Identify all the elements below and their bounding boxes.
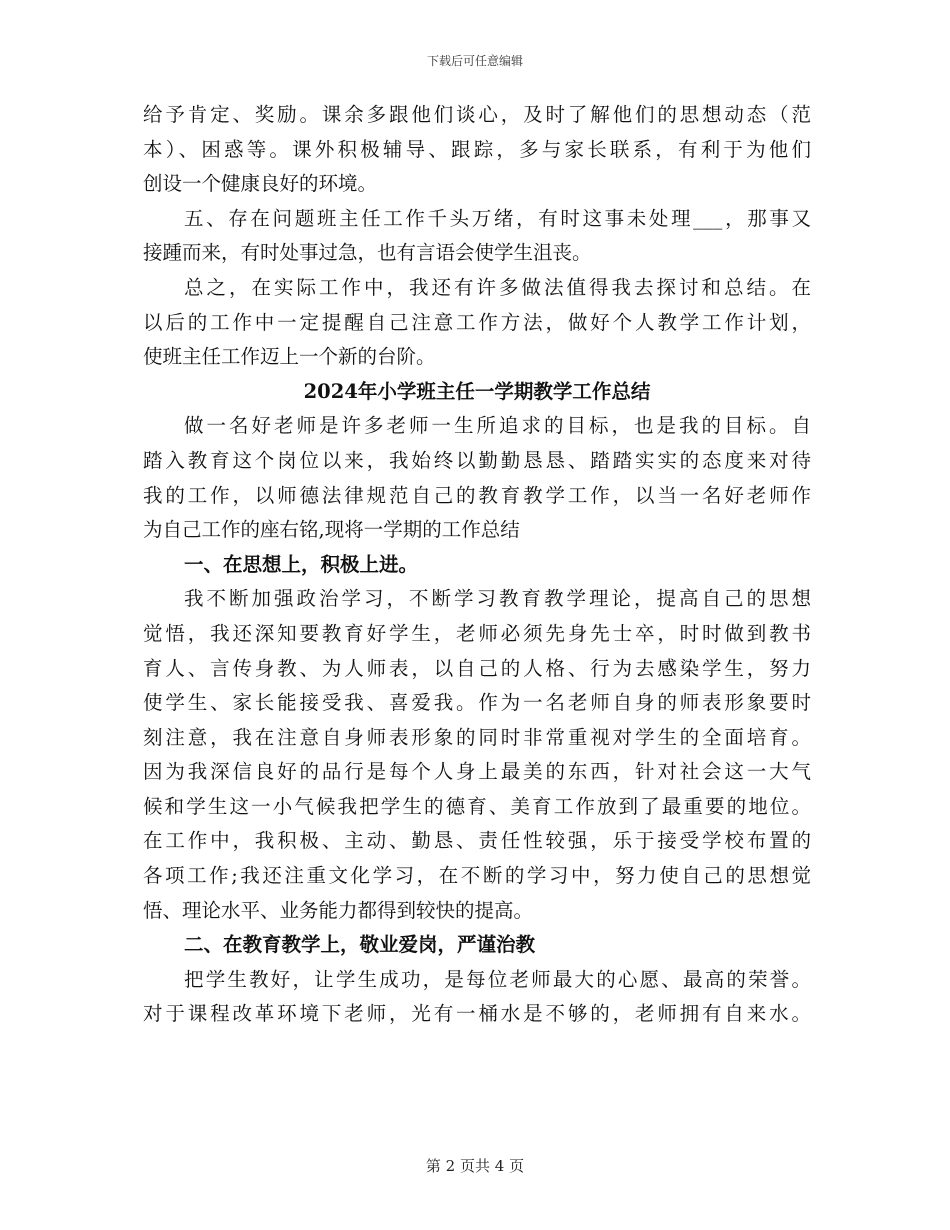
page-footer: 第 2 页共 4 页: [425, 1157, 525, 1175]
paragraph-line: 接踵而来，有时处事过急，也有言语会使学生沮丧。: [143, 241, 592, 265]
paragraph-line: 候和学生这一小气候我把学生的德育、美育工作放到了最重要的地位。: [143, 794, 811, 818]
paragraph-line: 本）、困惑等。课外积极辅导、跟踪，多与家长联系，有利于为他们: [143, 137, 811, 161]
paragraph-line: 我不断加强政治学习，不断学习教育教学理论，提高自己的思想: [184, 587, 811, 611]
paragraph-line: 创设一个健康良好的环境。: [143, 172, 378, 196]
paragraph-line: 觉悟，我还深知要教育好学生，老师必须先身先士卒，时时做到教书: [143, 621, 811, 645]
paragraph-line: 悟、理论水平、业务能力都得到较快的提高。: [143, 898, 534, 922]
paragraph-line: 使学生、家长能接受我、喜爱我。作为一名老师自身的师表形象要时: [143, 691, 811, 715]
document-body: [143, 98, 811, 1032]
paragraph-line: 对于课程改革环境下老师，光有一桶水是不够的，老师拥有自来水。: [143, 1002, 811, 1026]
paragraph-line: 五、存在问题班主任工作千头万绪，有时这事未处理___，那事又: [184, 206, 811, 230]
paragraph-line: 因为我深信良好的品行是每个人身上最美的东西，针对社会这一大气: [143, 760, 811, 784]
paragraph-line: 给予肯定、奖励。课余多跟他们谈心，及时了解他们的思想动态（范: [143, 103, 811, 126]
section-title: 2024年小学班主任一学期教学工作总结: [303, 379, 651, 403]
paragraph-line: 育人、言传身教、为人师表，以自己的人格、行为去感染学生，努力: [143, 656, 811, 680]
paragraph-line: 刻注意，我在注意自身师表形象的同时非常重视对学生的全面培育。: [143, 725, 811, 749]
paragraph-line: 踏入教育这个岗位以来，我始终以勤勤恳恳、踏踏实实的态度来对待: [143, 448, 811, 472]
paragraph-line: 我的工作，以师德法律规范自己的教育教学工作，以当一名好老师作: [143, 483, 811, 507]
paragraph-line: 以后的工作中一定提醒自己注意工作方法，做好个人教学工作计划，: [143, 310, 811, 334]
paragraph-line: 在工作中，我积极、主动、勤恳、责任性较强，乐于接受学校布置的: [143, 829, 811, 853]
paragraph-line: 把学生教好，让学生成功，是每位老师最大的心愿、最高的荣誉。: [184, 967, 811, 991]
paragraph-line: 各项工作;我还注重文化学习，在不断的学习中，努力使自己的思想觉: [143, 864, 811, 888]
paragraph-line: 为自己工作的座右铭,现将一学期的工作总结: [143, 518, 520, 542]
paragraph-line: 使班主任工作迈上一个新的台阶。: [143, 345, 436, 369]
subsection-heading: 二、在教育教学上，敬业爱岗，严谨治教: [184, 933, 536, 957]
subsection-heading: 一、在思想上，积极上进。: [184, 552, 419, 576]
paragraph-line: 总之，在实际工作中，我还有许多做法值得我去探讨和总结。在: [184, 275, 811, 299]
paragraph-line: 做一名好老师是许多老师一生所追求的目标，也是我的目标。自: [184, 414, 811, 438]
page-header: 下载后可任意编辑: [426, 54, 523, 68]
